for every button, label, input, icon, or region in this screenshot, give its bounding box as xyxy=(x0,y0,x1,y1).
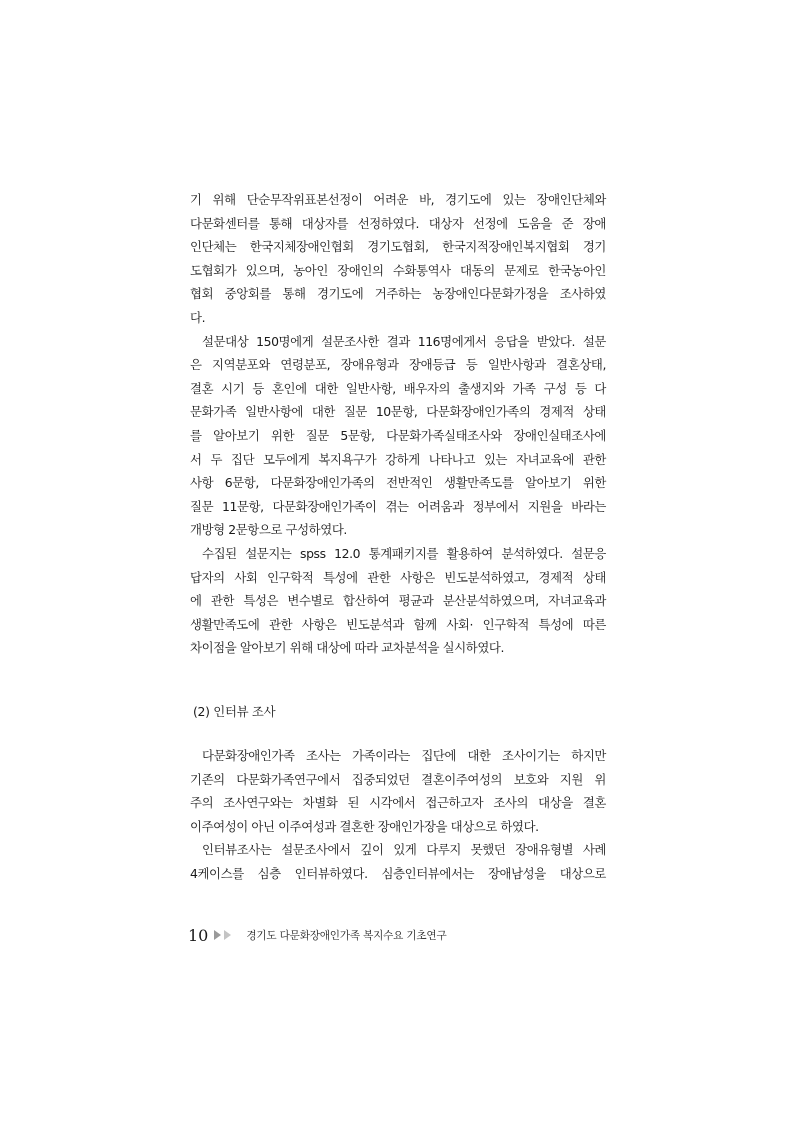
double-triangle-right-icon xyxy=(214,930,234,940)
text-line: 기존의 다문화가족연구에서 집중되었던 결혼이주여성의 보호와 지원 위 xyxy=(190,771,606,787)
text-line: 차이점을 알아보기 위해 대상에 따라 교차분석을 실시하였다. xyxy=(190,640,505,656)
text-line: 사항 6문항, 다문화장애인가족의 전반적인 생활만족도를 알아보기 위한 xyxy=(190,475,606,491)
text-line: 은 지역분포와 연령분포, 장애유형과 장애등급 등 일반사항과 결혼상태, xyxy=(190,357,606,373)
text-line: 협회 중앙회를 통해 경기도에 거주하는 농장애인다문화가정을 조사하였 xyxy=(190,286,606,302)
text-line: 도협회가 있으며, 농아인 장애인의 수화통역사 대동의 문제로 한국농아인 xyxy=(190,262,606,278)
text-line: 다문화센터를 통해 대상자를 선정하였다. 대상자 선정에 도움을 준 장애 xyxy=(190,215,606,231)
text-line: 주의 조사연구와는 차별화 된 시각에서 접근하고자 조사의 대상을 결혼 xyxy=(190,795,606,811)
text-line: 수집된 설문지는 spss 12.0 통계패키지를 활용하여 분석하였다. 설문응 xyxy=(202,545,606,561)
text-line: 기 위해 단순무작위표본선정이 어려운 바, 경기도에 있는 장애인단체와 xyxy=(190,192,606,207)
text-line: 4케이스를 심층 인터뷰하였다. 심층인터뷰에서는 장애남성을 대상으로 xyxy=(190,865,606,881)
text-line: 설문대상 150명에게 설문조사한 결과 116명에게서 응답을 받았다. 설문 xyxy=(202,333,606,349)
text-line: 질문 11문항, 다문화장애인가족이 겪는 어려움과 정부에서 지원을 바라는 xyxy=(190,498,606,514)
text-line: 개방형 2문항으로 구성하였다. xyxy=(190,522,347,538)
running-title: 경기도 다문화장애인가족 복지수요 기초연구 xyxy=(246,929,447,942)
body-text-section-2 xyxy=(190,744,606,886)
page-footer xyxy=(188,922,447,948)
text-line: 인터뷰조사는 설문조사에서 깊이 있게 다루지 못했던 장애유형별 사례 xyxy=(202,842,606,858)
body-text-section-1 xyxy=(190,188,606,660)
text-line: 결혼 시기 등 혼인에 대한 일반사항, 배우자의 출생지와 가족 구성 등 다 xyxy=(190,380,606,396)
text-line: 서 두 집단 모두에게 복지욕구가 강하게 나타나고 있는 자녀교육에 관한 xyxy=(190,451,606,467)
text-line: 답자의 사회 인구학적 특성에 관한 사항은 빈도분석하였고, 경제적 상태 xyxy=(190,569,606,585)
text-line: 를 알아보기 위한 질문 5문항, 다문화가족실태조사와 장애인실태조사에 xyxy=(190,427,606,443)
text-line: 에 관한 특성은 변수별로 합산하여 평균과 분산분석하였으며, 자녀교육과 xyxy=(190,593,606,609)
text-line: 생활만족도에 관한 사항은 빈도분석과 함께 사회· 인구학적 특성에 따른 xyxy=(190,616,606,632)
text-line: 이주여성이 아닌 이주여성과 결혼한 장애인가장을 대상으로 하였다. xyxy=(190,818,539,834)
text-line: 인단체는 한국지체장애인협회 경기도협회, 한국지적장애인복지협회 경기 xyxy=(190,239,606,255)
text-line: 다. xyxy=(190,309,206,325)
text-line: 다문화장애인가족 조사는 가족이라는 집단에 대한 조사이기는 하지만 xyxy=(202,748,606,763)
section-heading: (2) 인터뷰 조사 xyxy=(193,704,276,719)
text-line: 문화가족 일반사항에 대한 질문 10문항, 다문화장애인가족의 경제적 상태 xyxy=(190,404,606,420)
page-number: 10 xyxy=(188,925,209,945)
